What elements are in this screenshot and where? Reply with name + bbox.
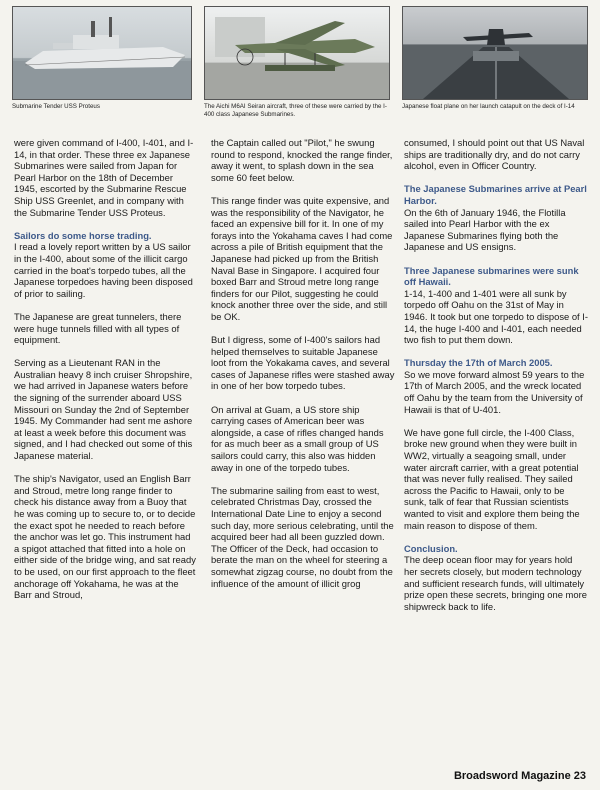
paragraph: On the 6th of January 1946, the Flotilla sailed into Pearl Harbor with the ex Japanese Submarines flying both the Japanese and US ensigns.: [404, 206, 566, 253]
column-3: [404, 137, 588, 624]
section-heading: The Japanese Submarines arrive at Pearl Harbor.: [404, 183, 587, 206]
photo-caption: The Aichi M6AI Seiran aircraft, three of these were carried by the I-400 class Japanese Submarines.: [204, 103, 387, 118]
page-footer: Broadsword Magazine 23: [453, 770, 586, 782]
paragraph: Serving as a Lieutenant RAN in the Australian heavy 8 inch cruiser Shropshire, we had arrived in Japanese waters before the signing of the surrender aboard USS Missouri on Sunday the 2nd of September 1945. My Commander had sent me ashore at least a week before this document was signed, and I had checked out some of this Japanese material.: [14, 357, 193, 462]
paragraph: The ship's Navigator, used an English Barr and Stroud, metre long range finder to check his distance away from a Buoy that he was coming up to secure to, or to decide the exact spot he needed to reach before the anchor was let go. This instrument had a spigot attached that fitted into a hole on either side of the bridge wing, and sat ready to be used, on our first approach to the fleet anchorage off Yokahama, he was at the Barr and Stroud,: [14, 473, 196, 601]
photo-float-plane-catapult: [402, 6, 588, 111]
section-heading: Conclusion.: [404, 542, 458, 554]
paragraph: the Captain called out "Pilot," he swung round to respond, knocked the range finder, away it went, to splash down in the sea some 60 feet below.: [211, 137, 393, 183]
paragraph: The Japanese are great tunnelers, there were huge tunnels filled with all types of equipment.: [14, 310, 182, 346]
paragraph: The deep ocean floor may for years hold her secrets closely, but modern technology and sufficient research funds, will ultimately prize open these secrets, bringing one more shipwreck back to life.: [404, 554, 587, 612]
section-heading: Sailors do some horse trading.: [14, 229, 152, 241]
paragraph: We have gone full circle, the I-400 Class, broke new ground when they were built in WW2, virtually a seagoing small, under water aircraft carrier, with a great potential that was never fully realised. They sailed across the Pacific to Hawaii, only to be sunk, talk of fear that Russian scientists wanted to visit and explore them being the main reason to dispose of them.: [404, 426, 580, 531]
photo-seiran-aircraft: [204, 6, 390, 119]
paragraph: I read a lovely report written by a US sailor in the I-400, about some of the illicit cargo carried in the boat's torpedo tubes, all the Japanese torpedoes having been disposed of prior to sailing.: [14, 241, 193, 299]
column-1: [14, 137, 198, 612]
paragraph: On arrival at Guam, a US store ship carrying cases of American beer was alongside, a case of rifles changed hands for as much beer as a small group of US sailors could carry, this also was hidden away in one of the torpedo tubes.: [211, 403, 384, 473]
paragraph: So we move forward almost 59 years to the 17th of March 2005, and the wreck located off Oahu by the team from the University of Hawaii is that of U-401.: [404, 368, 585, 415]
section-heading: Thursday the 17th of March 2005.: [404, 357, 553, 369]
paragraph: But I digress, some of I-400's sailors had helped themselves to suitable Japanese loot from the Yokakama caves, and several cases of Japanese rifles were stashed away in one of her bow torpedo tubes.: [211, 334, 395, 392]
photo-caption: Japanese float plane on her launch catapult on the deck of I-14: [402, 103, 575, 110]
paragraph: were given command of I-400, I-401, and I-14, in that order. These three ex Japanese Submarines were sailed from Japan for Pearl Harbor on the 18th of December 1945, escorted by the Submarine Rescue Ship USS Greenlet, and in company with the Submarine Tender USS Proteus.: [14, 137, 194, 218]
section-heading: Three Japanese submarines were sunk off Hawaii.: [404, 264, 579, 288]
catapult-photo-icon: [402, 6, 588, 100]
seaplane-photo-icon: [204, 6, 390, 100]
paragraph: This range finder was quite expensive, and was the responsibility of the Navigator, he faced an expensive bill for it. In one of my forays into the Yokahama caves I had come across a pile of British equipment that the Japanese had picked up from the British Naval Base in Singapore. I acquired four boxed Barr and Stroud metre long range finders for our Pilot, suggesting he could knock another three over the side, and still be OK.: [211, 194, 393, 322]
photo-uss-proteus: [12, 6, 192, 111]
paragraph: The submarine sailing from east to west, celebrated Christmas Day, crossed the International Date Line to enjoy a second such day, more serious celebrating, until the acquired beer had all been guzzled down. The Officer of the Deck, had occasion to berate the man on the wheel for steering a somewhat zigzag course, no doubt from the influence of the amount of illicit grog: [211, 484, 394, 589]
paragraph: consumed, I should point out that US Naval ships are traditionally dry, and do not carry alcohol, even in Officer Country.: [404, 137, 585, 172]
column-2: [211, 137, 395, 601]
photo-caption: Submarine Tender USS Proteus: [12, 103, 100, 110]
ship-photo-icon: [12, 6, 192, 100]
photo-row: [10, 6, 590, 134]
paragraph: 1-14, 1-400 and 1-401 were all sunk by torpedo off Oahu on the 31st of May in 1946. It took but one torpedo to dispose of I-14, the huge I-400 and I-401, each needed two fish to put them down.: [404, 287, 588, 346]
article-columns: [14, 137, 590, 757]
